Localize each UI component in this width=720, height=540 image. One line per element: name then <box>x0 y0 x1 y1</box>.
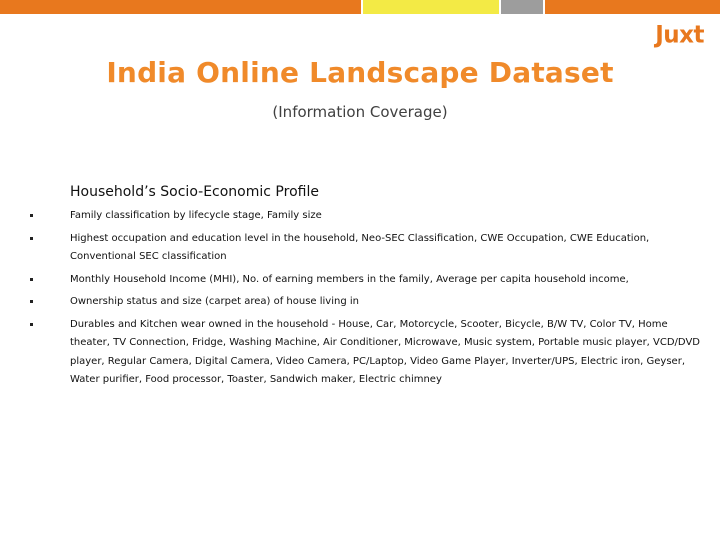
top-bar-orange-segment-right <box>545 0 720 14</box>
bullet-item <box>30 316 700 390</box>
bullet-list <box>30 207 700 394</box>
top-bar-yellow-segment <box>363 0 499 14</box>
top-bar-grey-segment <box>501 0 543 14</box>
bullet-text: Monthly Household Income (MHI), No. of earning members in the family, Average per capita household income, <box>70 273 629 285</box>
top-bar-orange-segment <box>0 0 361 14</box>
page-subtitle: (Information Coverage) <box>272 103 448 121</box>
bullet-text: Durables and Kitchen wear owned in the household - House, Car, Motorcycle, Scooter, Bicycle, B/W TV, Color TV, Home theater, TV Connection, Fridge, Washing Machine, Air Conditioner, Microwave, Music system, Portable music player, VCD/DVD player, Regular Camera, Digital Camera, Video Camera, PC/Laptop, Video Game Player, Inverter/UPS, Electric iron, Geyser, Water purifier, Food processor, Toaster, Sandwich maker, Electric chimney <box>70 318 700 385</box>
section-heading: Household’s Socio-Economic Profile <box>70 184 319 200</box>
bullet-dot-icon <box>30 323 33 326</box>
bullet-dot-icon <box>30 214 33 217</box>
bullet-text: Family classification by lifecycle stage, Family size <box>70 210 322 221</box>
bullet-dot-icon <box>30 278 33 281</box>
bullet-item <box>30 230 700 267</box>
juxt-logo: Juxt <box>655 21 704 49</box>
bullet-dot-icon <box>30 300 33 303</box>
top-color-bar <box>0 0 720 14</box>
page-title: India Online Landscape Dataset <box>106 56 614 89</box>
bullet-text: Highest occupation and education level in the household, Neo-SEC Classification, CWE Occupation, CWE Education, Conventional SEC classification <box>70 232 650 262</box>
bullet-dot-icon <box>30 237 33 240</box>
bullet-text: Ownership status and size (carpet area) of house living in <box>70 296 359 307</box>
bullet-item <box>30 207 700 226</box>
bullet-item <box>30 293 700 312</box>
bullet-item <box>30 271 700 290</box>
